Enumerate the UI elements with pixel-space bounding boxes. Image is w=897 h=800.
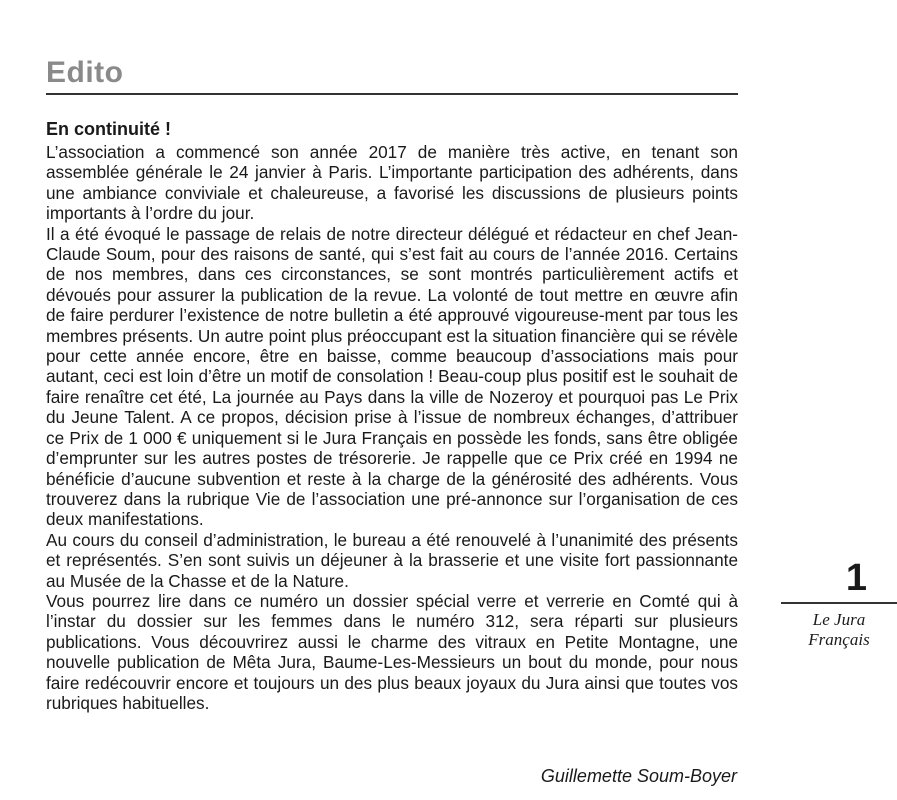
page-sidebar xyxy=(781,558,897,650)
article-subtitle: En continuité ! xyxy=(46,119,171,139)
paragraph: L’association a commencé son année 2017 de manière très active, en tenant son assemblée générale le 24 janvier à Paris. L’importante participation des adhérents, dans une ambiance conviviale et chaleureuse, a favorisé les discussions de plusieurs points importants à l’ordre du jour. xyxy=(46,142,738,224)
paragraph: Au cours du conseil d’administration, le bureau a été renouvelé à l’unanimité des présents et représentés. S’en sont suivis un déjeuner à la brasserie et une visite fort passionnante au Musée de la Chasse et de la Nature. xyxy=(46,529,738,591)
section-header xyxy=(46,55,738,95)
article-body xyxy=(46,142,738,713)
publication-name-line1: Le Jura xyxy=(812,610,866,629)
divider xyxy=(781,602,897,604)
page-number: 1 xyxy=(845,557,867,599)
editorial-article xyxy=(46,118,738,713)
section-title: Edito xyxy=(46,56,124,89)
paragraph: Il a été évoqué le passage de relais de notre directeur délégué et rédacteur en chef Jean-Claude Soum, pour des raisons de santé, qui s’est fait au cours de l’année 2016. Certains de nos membres, dans ces circonstances, se sont montrés particulièrement actifs et dévoués pour assurer la publication de la revue. La volonté de tout mettre en œuvre afin de faire perdurer l’existence de notre bulletin a été approuvé vigoureuse-ment par tous les membres présents. Un autre point plus préoccupant est la situation financière qui se révèle pour cette année encore, être en baisse, comme beaucoup d’associations mais pour autant, ceci est loin d’être un motif de consolation ! Beau-coup plus positif est le souhait de faire renaître cet été, La journée au Pays dans la ville de Nozeroy et pourquoi pas Le Prix du Jeune Talent. A ce propos, décision prise à l’issue de nombreux échanges, d’attribuer ce Prix de 1 000 € uniquement si le Jura Français en possède les fonds, sans être obligée d’emprunter sur les autres postes de trésorerie. Je rappelle que ce Prix créé en 1994 ne bénéficie d’aucune subvention et reste à la charge de la générosité des adhérents. Vous trouverez dans la rubrique Vie de l’association une pré-annonce sur l’organisation de ces deux manifestations. xyxy=(46,223,738,530)
paragraph: Vous pourrez lire dans ce numéro un dossier spécial verre et verrerie en Comté qui à l’instar du dossier sur les femmes dans le numéro 312, sera réparti sur plusieurs publications. Vous découvrirez aussi le charme des vitraux en Petite Montagne, une nouvelle publication de Mêta Jura, Baume-Les-Messieurs un bout du monde, pour nous faire redécouvrir encore et toujours un des plus beaux joyaux du Jura ainsi que toutes vos rubriques habituelles. xyxy=(46,590,738,713)
author-signature: Guillemette Soum-Boyer xyxy=(540,766,737,786)
publication-name-line2: Français xyxy=(808,630,870,649)
